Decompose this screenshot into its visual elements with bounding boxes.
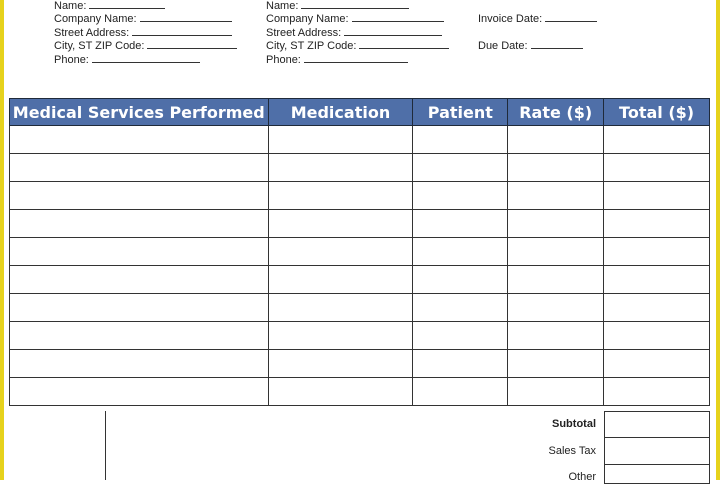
to-phone-label: Phone: <box>266 54 301 66</box>
medication-cell[interactable] <box>268 378 413 406</box>
table-row <box>10 238 710 266</box>
table-header-row <box>10 99 710 126</box>
medication-cell[interactable] <box>268 322 413 350</box>
medication-cell[interactable] <box>268 350 413 378</box>
rate-cell[interactable] <box>508 210 604 238</box>
service-cell[interactable] <box>10 154 269 182</box>
header-total: Total ($) <box>604 99 710 126</box>
other-label: Other <box>568 471 596 483</box>
service-cell[interactable] <box>10 210 269 238</box>
totals-left-block <box>9 411 106 480</box>
patient-cell[interactable] <box>413 238 508 266</box>
patient-cell[interactable] <box>413 182 508 210</box>
service-cell[interactable] <box>10 294 269 322</box>
total-cell[interactable] <box>604 182 710 210</box>
rate-cell[interactable] <box>508 126 604 154</box>
rate-cell[interactable] <box>508 266 604 294</box>
service-cell[interactable] <box>10 182 269 210</box>
service-cell[interactable] <box>10 266 269 294</box>
total-cell[interactable] <box>604 210 710 238</box>
service-cell[interactable] <box>10 322 269 350</box>
sales-tax-input[interactable] <box>604 437 710 465</box>
to-name-label: Name: <box>266 0 299 12</box>
from-phone-label: Phone: <box>54 54 89 66</box>
from-company-label: Company Name: <box>54 13 137 25</box>
header-patient: Patient <box>413 99 508 126</box>
subtotal-label: Subtotal <box>552 418 596 430</box>
from-name-label: Name: <box>54 0 87 12</box>
patient-cell[interactable] <box>413 126 508 154</box>
total-cell[interactable] <box>604 350 710 378</box>
medication-cell[interactable] <box>268 126 413 154</box>
patient-cell[interactable] <box>413 294 508 322</box>
service-cell[interactable] <box>10 238 269 266</box>
sales-tax-label: Sales Tax <box>548 445 596 457</box>
total-cell[interactable] <box>604 378 710 406</box>
rate-cell[interactable] <box>508 322 604 350</box>
from-city-field[interactable] <box>54 38 237 53</box>
service-cell[interactable] <box>10 378 269 406</box>
service-cell[interactable] <box>10 350 269 378</box>
table-row <box>10 294 710 322</box>
subtotal-input[interactable] <box>604 411 710 438</box>
header-rate: Rate ($) <box>508 99 604 126</box>
from-street-label: Street Address: <box>54 27 130 39</box>
service-cell[interactable] <box>10 126 269 154</box>
rate-cell[interactable] <box>508 182 604 210</box>
to-company-label: Company Name: <box>266 13 349 25</box>
total-cell[interactable] <box>604 294 710 322</box>
medication-cell[interactable] <box>268 154 413 182</box>
table-row <box>10 266 710 294</box>
services-table <box>9 98 710 406</box>
due-date-label: Due Date: <box>478 40 528 52</box>
medication-cell[interactable] <box>268 238 413 266</box>
table-row <box>10 126 710 154</box>
invoice-date-label: Invoice Date: <box>478 13 543 25</box>
total-cell[interactable] <box>604 126 710 154</box>
rate-cell[interactable] <box>508 378 604 406</box>
other-input[interactable] <box>604 464 710 484</box>
patient-cell[interactable] <box>413 154 508 182</box>
table-row <box>10 182 710 210</box>
table-row <box>10 378 710 406</box>
to-street-label: Street Address: <box>266 27 342 39</box>
table-row <box>10 350 710 378</box>
patient-cell[interactable] <box>413 322 508 350</box>
patient-cell[interactable] <box>413 266 508 294</box>
total-cell[interactable] <box>604 266 710 294</box>
medication-cell[interactable] <box>268 266 413 294</box>
table-row <box>10 154 710 182</box>
rate-cell[interactable] <box>508 350 604 378</box>
to-phone-field[interactable] <box>266 52 408 67</box>
medication-cell[interactable] <box>268 294 413 322</box>
patient-cell[interactable] <box>413 210 508 238</box>
patient-cell[interactable] <box>413 350 508 378</box>
table-row <box>10 210 710 238</box>
patient-cell[interactable] <box>413 378 508 406</box>
to-company-field[interactable] <box>266 11 444 26</box>
from-city-label: City, ST ZIP Code: <box>54 40 145 52</box>
header-medication: Medication <box>268 99 413 126</box>
table-row <box>10 322 710 350</box>
from-phone-field[interactable] <box>54 52 200 67</box>
invoice-date-field[interactable] <box>478 11 597 26</box>
total-cell[interactable] <box>604 322 710 350</box>
header-services: Medical Services Performed <box>10 99 269 126</box>
from-company-field[interactable] <box>54 11 232 26</box>
medication-cell[interactable] <box>268 210 413 238</box>
due-date-field[interactable] <box>478 38 583 53</box>
total-cell[interactable] <box>604 238 710 266</box>
rate-cell[interactable] <box>508 238 604 266</box>
medication-cell[interactable] <box>268 182 413 210</box>
total-cell[interactable] <box>604 154 710 182</box>
to-city-field[interactable] <box>266 38 449 53</box>
to-city-label: City, ST ZIP Code: <box>266 40 357 52</box>
rate-cell[interactable] <box>508 294 604 322</box>
rate-cell[interactable] <box>508 154 604 182</box>
